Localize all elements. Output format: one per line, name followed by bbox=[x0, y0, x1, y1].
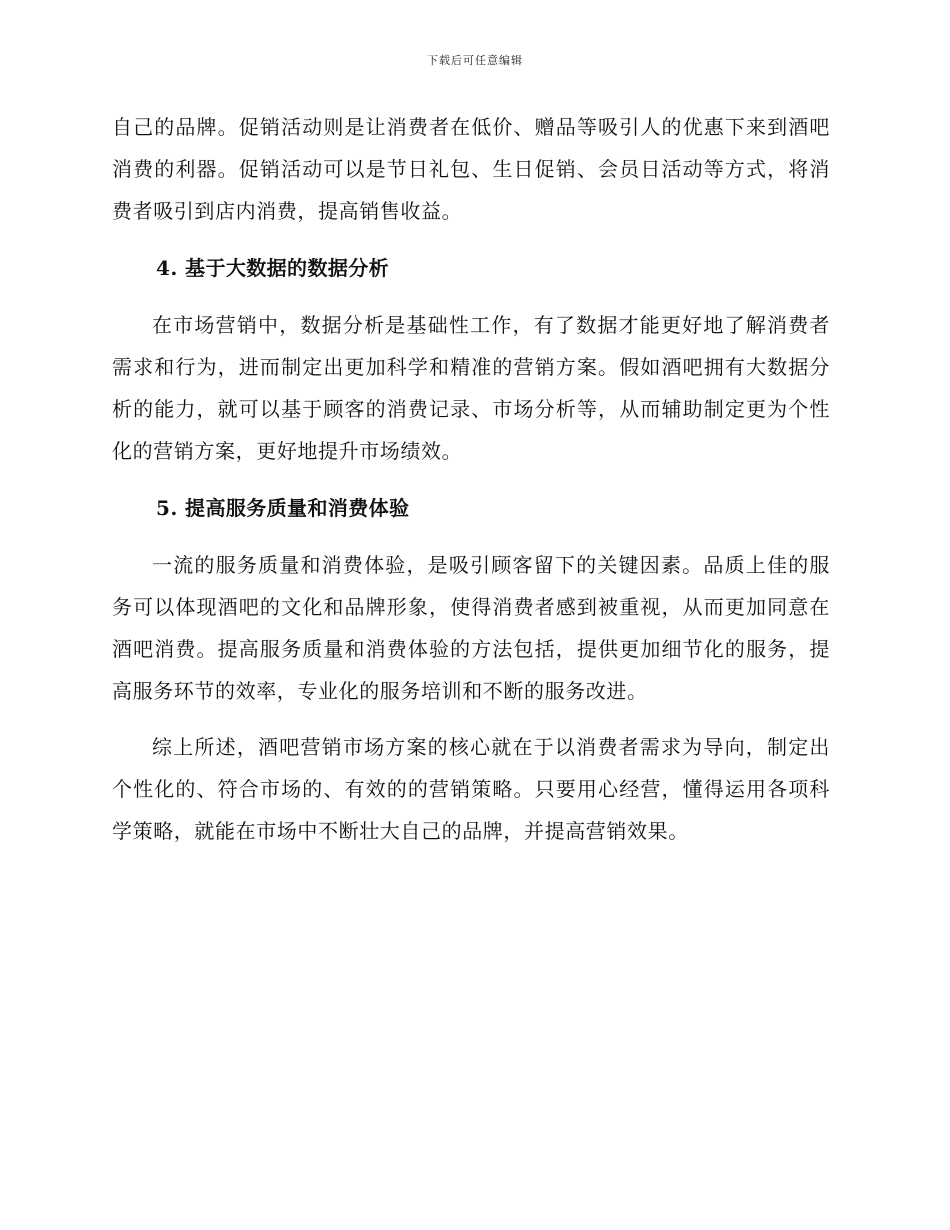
paragraph-gap bbox=[112, 712, 830, 726]
page-header: 下载后可任意编辑 bbox=[427, 54, 523, 67]
section-heading-5: 5. 提高服务质量和消费体验 bbox=[156, 496, 410, 520]
document-body bbox=[112, 106, 830, 852]
paragraph-data-analysis: 在市场营销中，数据分析是基础性工作，有了数据才能更好地了解消费者需求和行为，进而制定出更加科学和精准的营销方案。假如酒吧拥有大数据分析的能力，就可以基于顾客的消费记录、市场分析等，从而辅助制定更为个性化的营销方案，更好地提升市场绩效。 bbox=[112, 313, 830, 463]
paragraph-conclusion: 综上所述，酒吧营销市场方案的核心就在于以消费者需求为导向，制定出个性化的、符合市场的、有效的的营销策略。只要用心经营，懂得运用各项科学策略，就能在市场中不断壮大自己的品牌，并提高营销效果。 bbox=[112, 735, 830, 843]
paragraph-service-quality: 一流的服务质量和消费体验，是吸引顾客留下的关键因素。品质上佳的服务可以体现酒吧的文化和品牌形象，使得消费者感到被重视，从而更加同意在酒吧消费。提高服务质量和消费体验的方法包括，提供更加细节化的服务，提高服务环节的效率，专业化的服务培训和不断的服务改进。 bbox=[112, 553, 830, 703]
paragraph-continued: 自己的品牌。促销活动则是让消费者在低价、赠品等吸引人的优惠下来到酒吧消费的利器。促销活动可以是节日礼包、生日促销、会员日活动等方式，将消费者吸引到店内消费，提高销售收益。 bbox=[112, 115, 830, 223]
section-heading-4: 4. 基于大数据的数据分析 bbox=[156, 256, 390, 280]
